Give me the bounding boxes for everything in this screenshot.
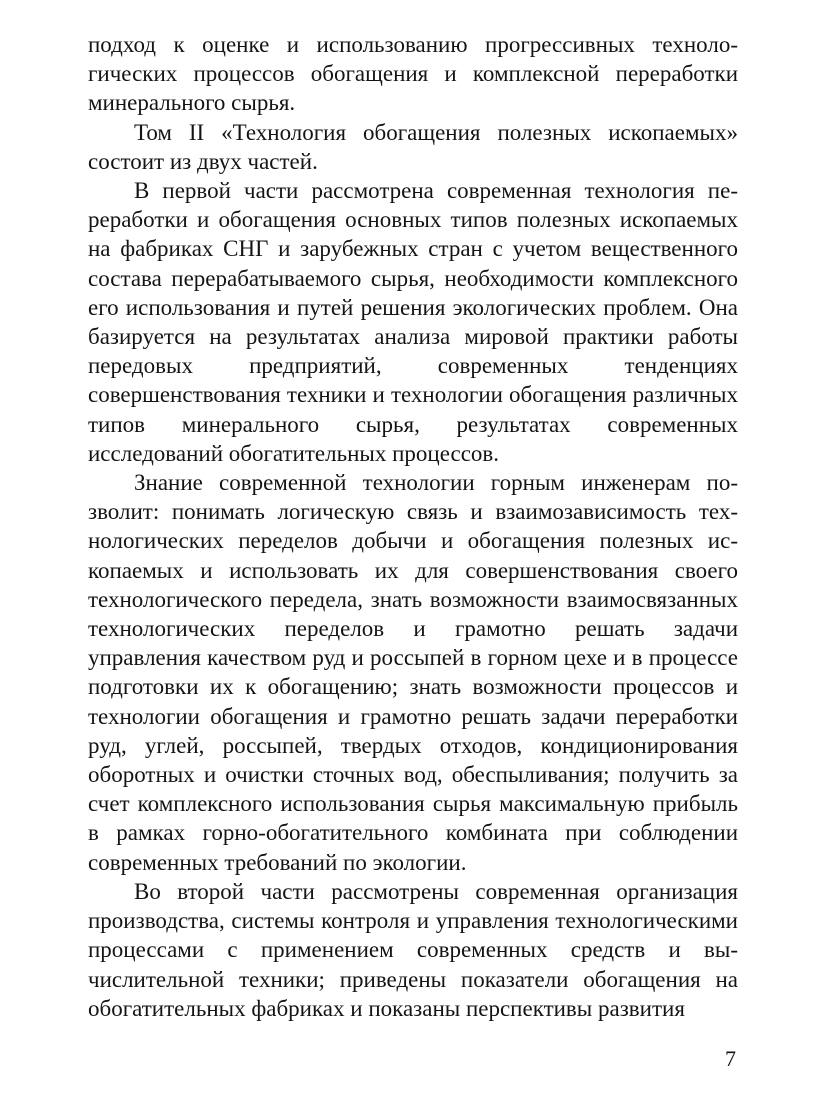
page-body [88,30,738,1023]
paragraph-knowledge: Знание современной технологии горным инженерам позволит: понимать логическую связь и взаимозависимость технологических переделов добычи и обогащения полезных ископаемых и использовать их для совершенствования своего технологического передела, знать возможности взаимосвязанных технологических переделов и грамотно решать задачи управления качеством руд и россыпей в горном цехе и в процессе подготовки их к обогащению; знать возможности процессов и технологии обогащения и грамотно решать задачи переработки руд, углей, россыпей, твердых отходов, кондиционирования оборотных и очистки сточных вод, обеспыливания; получить за счет комплексного использования сырья максимальную прибыль в рамках горно-обогатительного комбината при соблюдении современных требований по экологии. [88,470,738,875]
page-number: 7 [725,1046,736,1071]
paragraph-volume-ii: Том II «Технология обогащения полезных ископаемых» состоит из двух частей. [88,119,738,174]
paragraph-first-part: В первой части рассмотрена современная технология переработки и обогащения основных типов полезных ископаемых на фабриках СНГ и зарубежных стран с учетом вещественного состава перерабатываемого сырья, необходимости комплексного его использования и путей решения экологических проблем. Она базируется на результатах анализа мировой практики работы передовых предприятий, современных тенденциях совершенствования техники и технологии обогащения различных типов минерального сырья, результатах современных исследований обогатительных процессов. [88,178,738,466]
paragraph-second-part: Во второй части рассмотрены современная организация производства, системы контроля и управления технологическими процессами с применением современных средств и вычислительной техники; приведены показатели обогащения на обогатительных фабриках и показаны перспективы развития [88,878,738,1021]
paragraph-continuation: подход к оценке и использованию прогрессивных технологических процессов обогащения и комплексной переработки минерального сырья. [88,32,738,116]
